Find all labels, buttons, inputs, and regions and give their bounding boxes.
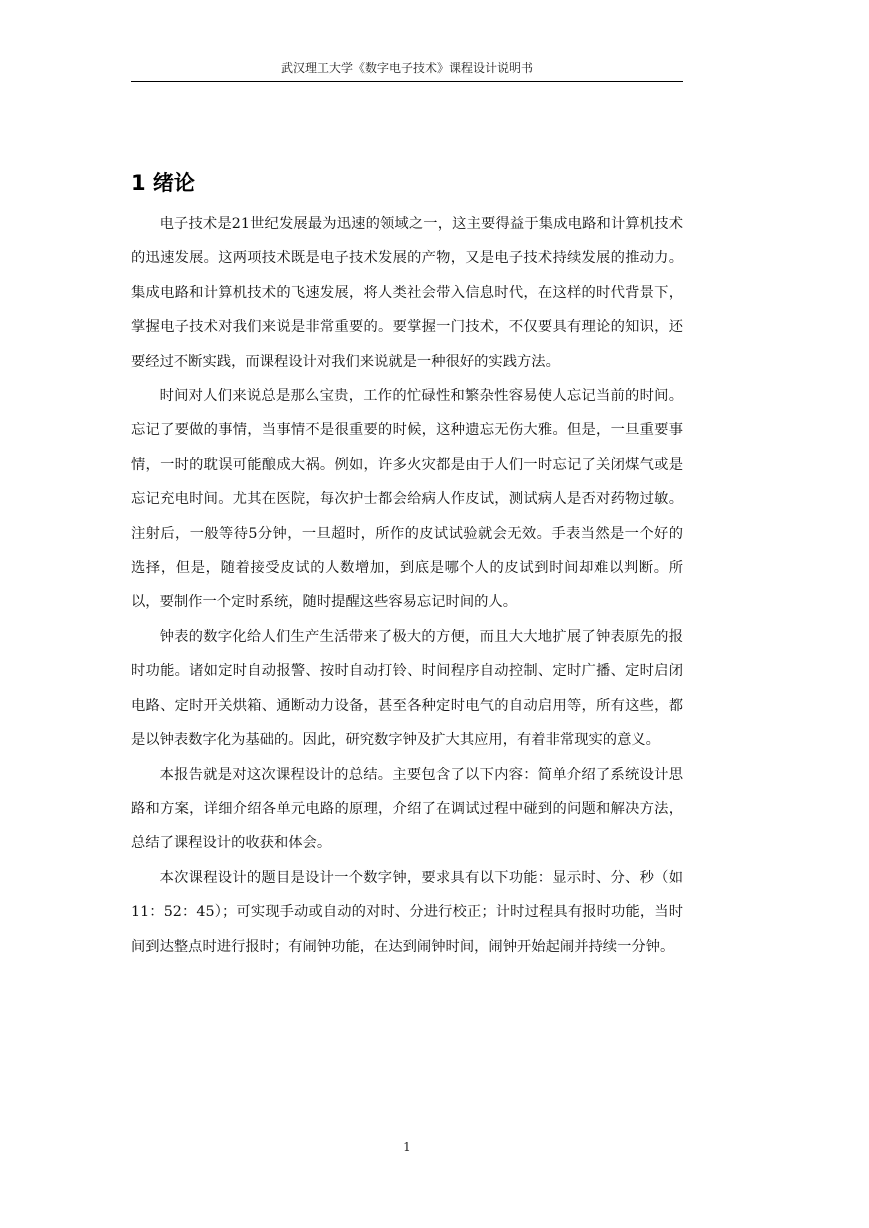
paragraph: 本报告就是对这次课程设计的总结。主要包含了以下内容：简单介绍了系统设计思路和方案，详细介绍各单元电路的原理，介绍了在调试过程中碰到的问题和解决方法，总结了课程设计的收获和体会。 [131,766,683,852]
paragraph: 本次课程设计的题目是设计一个数字钟，要求具有以下功能：显示时、分、秒（如11：52：45）；可实现手动或自动的对时、分进行校正；计时过程具有报时功能，当时间到达整点时进行报时；有闹钟功能，在达到闹钟时间，闹钟开始起闹并持续一分钟。 [131,869,683,955]
chapter-title: 1 绪论 [131,171,195,195]
paragraph: 时间对人们来说总是那么宝贵，工作的忙碌性和繁杂性容易使人忘记当前的时间。忘记了要做的事情，当事情不是很重要的时候，这种遗忘无伤大雅。但是，一旦重要事情，一时的耽误可能酿成大祸。例如，许多火灾都是由于人们一时忘记了关闭煤气或是忘记充电时间。尤其在医院，每次护士都会给病人作皮试，测试病人是否对药物过敏。注射后，一般等待5分钟，一旦超时，所作的皮试试验就会无效。手表当然是一个好的选择，但是，随着接受皮试的人数增加，到底是哪个人的皮试到时间却难以判断。所以，要制作一个定时系统，随时提醒这些容易忘记时间的人。 [131,388,683,611]
page-number: 1 [403,1140,411,1154]
paragraph: 电子技术是21世纪发展最为迅速的领域之一，这主要得益于集成电路和计算机技术的迅速发展。这两项技术既是电子技术发展的产物，又是电子技术持续发展的推动力。集成电路和计算机技术的飞速发展，将人类社会带入信息时代，在这样的时代背景下，掌握电子技术对我们来说是非常重要的。要掌握一门技术，不仅要具有理论的知识，还要经过不断实践，而课程设计对我们来说就是一种很好的实践方法。 [131,216,683,370]
paragraph: 钟表的数字化给人们生产生活带来了极大的方便，而且大大地扩展了钟表原先的报时功能。诸如定时自动报警、按时自动打铃、时间程序自动控制、定时广播、定时启闭电路、定时开关烘箱、通断动力设备，甚至各种定时电气的自动启用等，所有这些，都是以钟表数字化为基础的。因此，研究数字钟及扩大其应用，有着非常现实的意义。 [131,628,683,749]
header-title: 武汉理工大学《数字电子技术》课程设计说明书 [280,61,533,75]
page-header [131,60,683,82]
body-text [131,207,683,964]
